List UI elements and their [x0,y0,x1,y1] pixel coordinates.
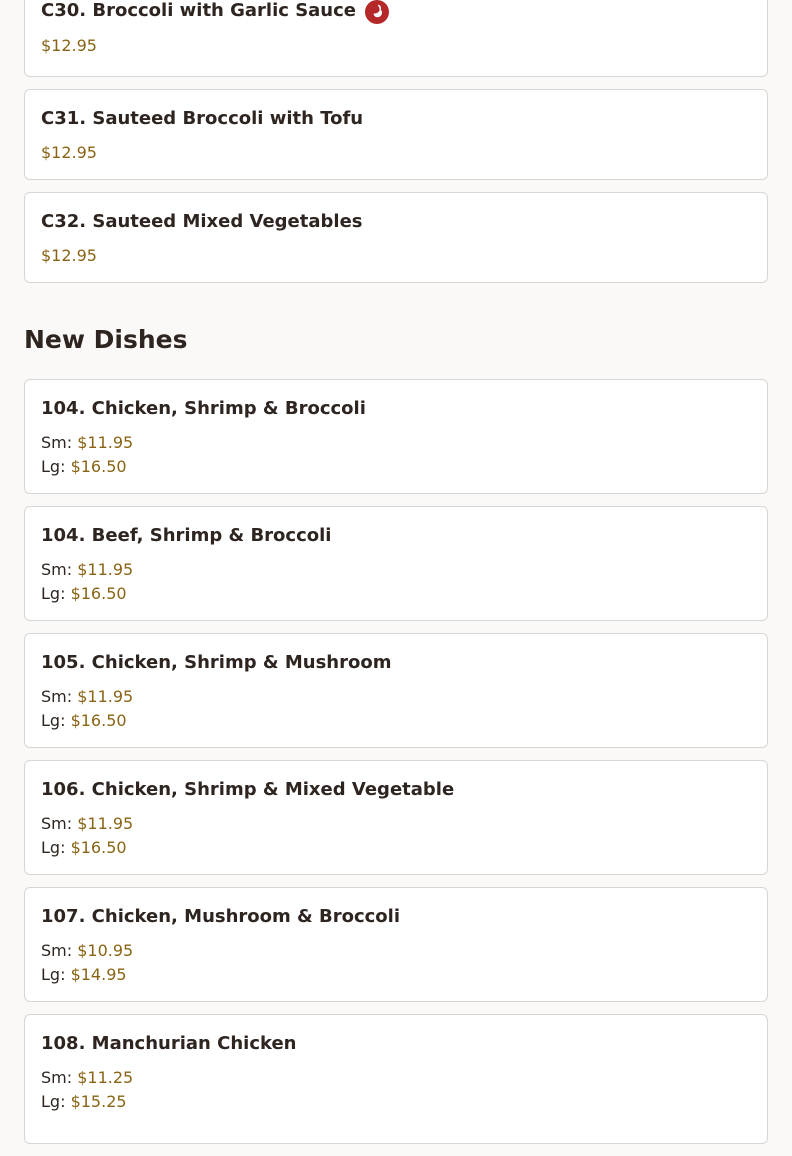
large-price-line [41,582,751,606]
price-line [41,34,751,58]
large-price-line [41,836,751,860]
small-price-line [41,939,751,963]
menu-item-card[interactable] [24,887,768,1002]
size-label-large: Lg: [41,457,66,476]
section-title: New Dishes [24,325,188,354]
menu-item-card[interactable] [24,192,768,283]
size-label-small: Sm: [41,687,73,706]
large-price-line [41,455,751,479]
dish-name: 105. Chicken, Shrimp & Mushroom [41,652,392,673]
menu-page [24,0,768,1156]
price: $12.95 [41,143,97,162]
size-label-large: Lg: [41,1092,66,1111]
small-price-line [41,558,751,582]
price-small: $11.95 [77,433,134,452]
price-small: $10.95 [77,941,134,960]
small-price-line [41,812,751,836]
dish-name-row [41,0,751,23]
size-label-small: Sm: [41,433,73,452]
dish-name: 108. Manchurian Chicken [41,1033,297,1054]
size-label-large: Lg: [41,965,66,984]
dish-name: 106. Chicken, Shrimp & Mixed Vegetable [41,779,455,800]
size-label-small: Sm: [41,1068,73,1087]
dish-name: 107. Chicken, Mushroom & Broccoli [41,906,401,927]
dish-name: C30. Broccoli with Garlic Sauce [41,0,356,21]
price-small: $11.25 [77,1068,134,1087]
size-label-small: Sm: [41,560,73,579]
price-small: $11.95 [77,560,134,579]
price-small: $11.95 [77,687,134,706]
price: $12.95 [41,246,97,265]
dish-name: C32. Sauteed Mixed Vegetables [41,211,363,232]
menu-item-card[interactable] [24,89,768,180]
price-small: $11.95 [77,814,134,833]
menu-item-card[interactable] [24,760,768,875]
dish-name: 104. Chicken, Shrimp & Broccoli [41,398,366,419]
small-price-line [41,1066,751,1090]
price-large: $14.95 [70,965,127,984]
price-large: $16.50 [70,584,127,603]
menu-item-card[interactable] [24,379,768,494]
menu-item-card[interactable] [24,633,768,748]
price-line [41,244,751,268]
large-price-line [41,1090,751,1114]
price: $12.95 [41,36,97,55]
dish-name: 104. Beef, Shrimp & Broccoli [41,525,332,546]
size-label-small: Sm: [41,941,73,960]
small-price-line [41,685,751,709]
chili-pepper-icon [365,0,389,24]
menu-item-card[interactable] [24,0,768,77]
size-label-large: Lg: [41,838,66,857]
price-large: $16.50 [70,838,127,857]
menu-item-card[interactable] [24,506,768,621]
price-line [41,141,751,165]
size-label-small: Sm: [41,814,73,833]
large-price-line [41,709,751,733]
menu-item-card[interactable] [24,1014,768,1144]
small-price-line [41,431,751,455]
price-large: $15.25 [70,1092,127,1111]
size-label-large: Lg: [41,584,66,603]
dish-name: C31. Sauteed Broccoli with Tofu [41,108,364,129]
price-large: $16.50 [70,711,127,730]
size-label-large: Lg: [41,711,66,730]
large-price-line [41,963,751,987]
price-large: $16.50 [70,457,127,476]
